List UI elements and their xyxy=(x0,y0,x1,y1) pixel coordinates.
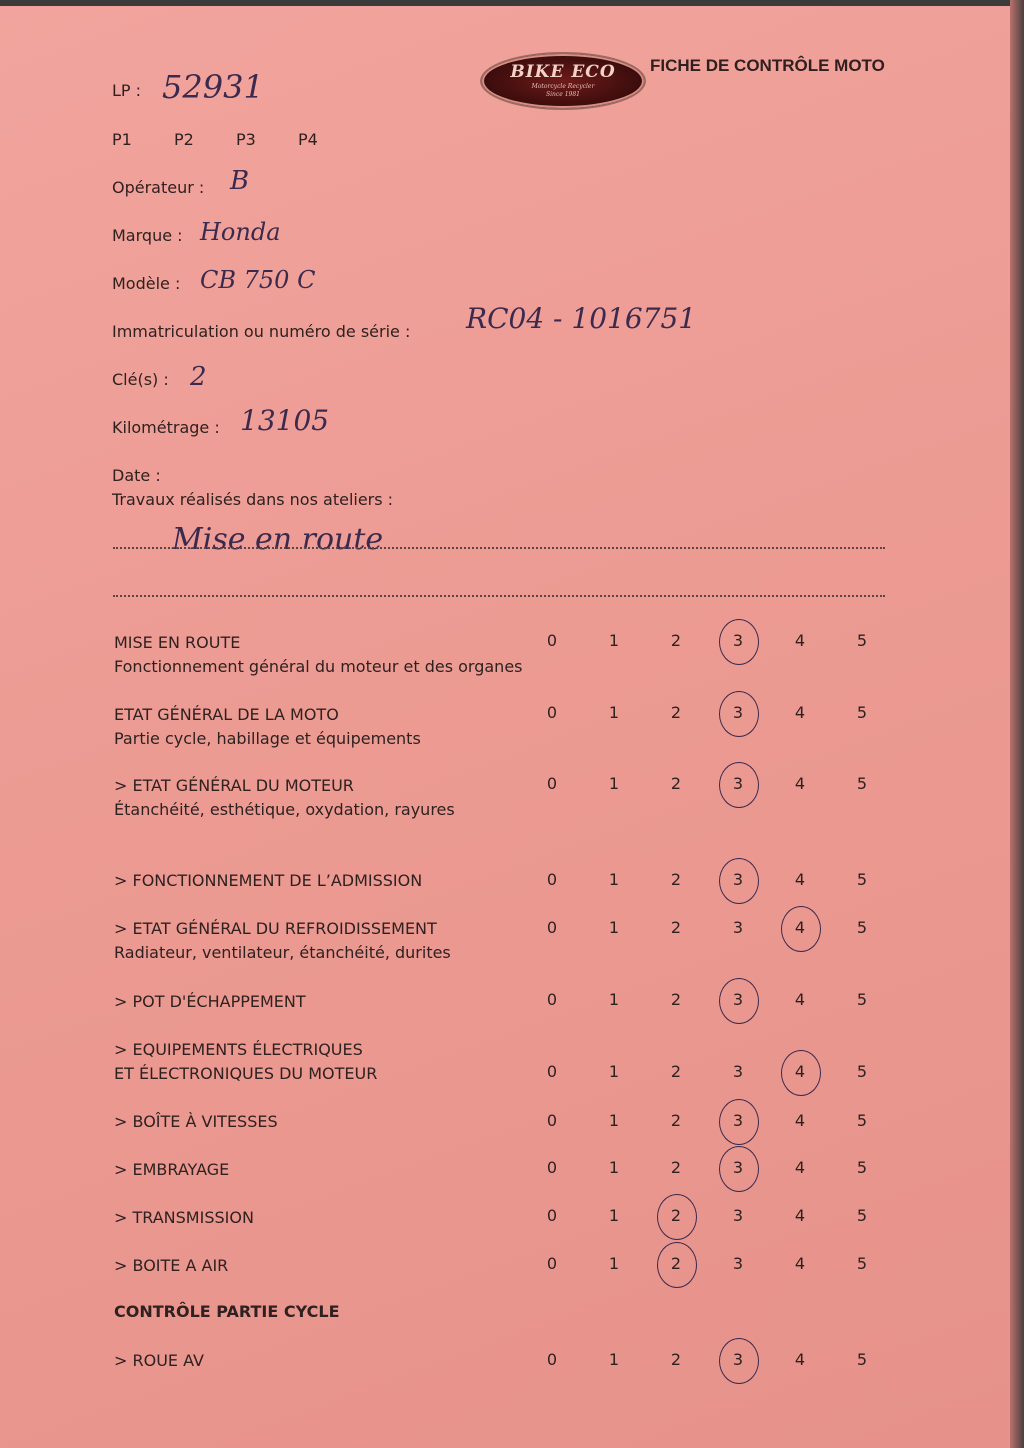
score-option[interactable]: 0 xyxy=(546,774,558,793)
section-title: MISE EN ROUTE xyxy=(114,633,241,652)
score-option[interactable]: 2 xyxy=(670,1350,682,1369)
score-option[interactable]: 5 xyxy=(856,1206,868,1225)
score-option[interactable]: 0 xyxy=(546,1254,558,1273)
score-option[interactable]: 5 xyxy=(856,918,868,937)
logo-text: BIKE ECO xyxy=(510,62,616,82)
section-title: > FONCTIONNEMENT DE L’ADMISSION xyxy=(114,871,423,890)
selected-score-circle xyxy=(657,1194,697,1240)
position-p4: P4 xyxy=(298,130,318,149)
score-option[interactable]: 1 xyxy=(608,1158,620,1177)
score-option[interactable]: 5 xyxy=(856,1158,868,1177)
score-option[interactable]: 4 xyxy=(794,1062,806,1081)
section-title: > BOÎTE À VITESSES xyxy=(114,1112,278,1131)
score-option[interactable]: 2 xyxy=(670,703,682,722)
score-option[interactable]: 3 xyxy=(732,1158,744,1177)
section-title: > EQUIPEMENTS ÉLECTRIQUES xyxy=(114,1040,363,1059)
modele-value: CB 750 C xyxy=(200,266,316,294)
operateur-label: Opérateur : xyxy=(112,178,205,197)
score-option[interactable]: 2 xyxy=(670,1062,682,1081)
score-option[interactable]: 3 xyxy=(732,990,744,1009)
score-option[interactable]: 5 xyxy=(856,1350,868,1369)
section-title: ETAT GÉNÉRAL DE LA MOTO xyxy=(114,705,339,724)
score-option[interactable]: 4 xyxy=(794,774,806,793)
score-option[interactable]: 5 xyxy=(856,1062,868,1081)
photo-background-edge xyxy=(1010,0,1024,1448)
sheet-title: FICHE DE CONTRÔLE MOTO xyxy=(650,56,885,75)
selected-score-circle xyxy=(719,858,759,904)
dotted-line-2 xyxy=(113,595,885,597)
score-option[interactable]: 4 xyxy=(794,703,806,722)
section-subtitle: Étanchéité, esthétique, oxydation, rayures xyxy=(114,800,455,819)
score-option[interactable]: 4 xyxy=(794,1206,806,1225)
travaux-value: Mise en route xyxy=(172,522,384,557)
selected-score-circle xyxy=(657,1242,697,1288)
lp-label: LP : xyxy=(112,81,142,100)
score-option[interactable]: 2 xyxy=(670,1158,682,1177)
score-option[interactable]: 1 xyxy=(608,1062,620,1081)
bike-eco-logo xyxy=(480,52,646,110)
selected-score-circle xyxy=(719,1338,759,1384)
score-option[interactable]: 3 xyxy=(732,918,744,937)
section-title: > TRANSMISSION xyxy=(114,1208,254,1227)
kilometrage-label: Kilométrage : xyxy=(112,418,220,437)
score-option[interactable]: 1 xyxy=(608,1254,620,1273)
score-option[interactable]: 1 xyxy=(608,703,620,722)
operateur-value: B xyxy=(230,166,250,196)
score-option[interactable]: 5 xyxy=(856,990,868,1009)
selected-score-circle xyxy=(781,1050,821,1096)
selected-score-circle xyxy=(719,619,759,665)
score-option[interactable]: 1 xyxy=(608,918,620,937)
score-option[interactable]: 0 xyxy=(546,1062,558,1081)
section-subtitle: ET ÉLECTRONIQUES DU MOTEUR xyxy=(114,1064,378,1083)
selected-score-circle xyxy=(719,1146,759,1192)
position-p1: P1 xyxy=(112,130,132,149)
logo-subtitle: Motorcycle Recycler xyxy=(531,83,595,90)
score-option[interactable]: 2 xyxy=(670,990,682,1009)
score-option[interactable]: 0 xyxy=(546,918,558,937)
selected-score-circle xyxy=(719,978,759,1024)
score-option[interactable]: 2 xyxy=(670,1254,682,1273)
score-option[interactable]: 4 xyxy=(794,631,806,650)
score-option[interactable]: 4 xyxy=(794,1350,806,1369)
cles-value: 2 xyxy=(190,362,207,392)
score-option[interactable]: 0 xyxy=(546,1111,558,1130)
kilometrage-value: 13105 xyxy=(240,404,330,437)
score-option[interactable]: 3 xyxy=(732,703,744,722)
score-option[interactable]: 5 xyxy=(856,1254,868,1273)
score-option[interactable]: 3 xyxy=(732,1062,744,1081)
score-option[interactable]: 1 xyxy=(608,870,620,889)
score-option[interactable]: 5 xyxy=(856,703,868,722)
section-title: > ROUE AV xyxy=(114,1351,204,1370)
section-title: > ETAT GÉNÉRAL DU REFROIDISSEMENT xyxy=(114,919,437,938)
score-option[interactable]: 3 xyxy=(732,631,744,650)
score-option[interactable]: 3 xyxy=(732,1350,744,1369)
modele-label: Modèle : xyxy=(112,274,181,293)
score-option[interactable]: 3 xyxy=(732,1254,744,1273)
score-option[interactable]: 4 xyxy=(794,918,806,937)
date-label: Date : xyxy=(112,466,161,485)
logo-since: Since 1981 xyxy=(546,91,580,98)
score-option[interactable]: 2 xyxy=(670,918,682,937)
score-option[interactable]: 4 xyxy=(794,1111,806,1130)
selected-score-circle xyxy=(719,691,759,737)
score-option[interactable]: 5 xyxy=(856,870,868,889)
section-subtitle: Fonctionnement général du moteur et des organes xyxy=(114,657,523,676)
score-option[interactable]: 0 xyxy=(546,990,558,1009)
score-option[interactable]: 2 xyxy=(670,1111,682,1130)
position-p2: P2 xyxy=(174,130,194,149)
score-option[interactable]: 5 xyxy=(856,774,868,793)
selected-score-circle xyxy=(719,1099,759,1145)
immatriculation-value: RC04 - 1016751 xyxy=(466,302,697,335)
score-option[interactable]: 0 xyxy=(546,870,558,889)
score-option[interactable]: 2 xyxy=(670,870,682,889)
score-option[interactable]: 3 xyxy=(732,870,744,889)
score-option[interactable]: 1 xyxy=(608,1111,620,1130)
score-option[interactable]: 3 xyxy=(732,774,744,793)
score-option[interactable]: 4 xyxy=(794,1254,806,1273)
position-p3: P3 xyxy=(236,130,256,149)
section-title: > EMBRAYAGE xyxy=(114,1160,230,1179)
score-option[interactable]: 0 xyxy=(546,1206,558,1225)
score-option[interactable]: 5 xyxy=(856,1111,868,1130)
section-subtitle: Partie cycle, habillage et équipements xyxy=(114,729,421,748)
score-option[interactable]: 0 xyxy=(546,631,558,650)
score-option[interactable]: 0 xyxy=(546,1158,558,1177)
section-title: CONTRÔLE PARTIE CYCLE xyxy=(114,1302,340,1321)
selected-score-circle xyxy=(781,906,821,952)
dotted-line-1 xyxy=(113,547,885,549)
score-option[interactable]: 1 xyxy=(608,631,620,650)
score-option[interactable]: 3 xyxy=(732,1111,744,1130)
section-title: > BOITE A AIR xyxy=(114,1256,229,1275)
lp-value: 52931 xyxy=(162,68,264,106)
score-option[interactable]: 3 xyxy=(732,1206,744,1225)
score-option[interactable]: 2 xyxy=(670,1206,682,1225)
score-option[interactable]: 4 xyxy=(794,990,806,1009)
cles-label: Clé(s) : xyxy=(112,370,169,389)
score-option[interactable]: 1 xyxy=(608,1350,620,1369)
score-option[interactable]: 2 xyxy=(670,774,682,793)
score-option[interactable]: 0 xyxy=(546,1350,558,1369)
score-option[interactable]: 2 xyxy=(670,631,682,650)
marque-value: Honda xyxy=(200,218,281,246)
control-sheet xyxy=(0,6,1010,1448)
travaux-label: Travaux réalisés dans nos ateliers : xyxy=(112,490,394,509)
score-option[interactable]: 4 xyxy=(794,870,806,889)
score-option[interactable]: 1 xyxy=(608,1206,620,1225)
score-option[interactable]: 5 xyxy=(856,631,868,650)
score-option[interactable]: 1 xyxy=(608,774,620,793)
section-subtitle: Radiateur, ventilateur, étanchéité, durites xyxy=(114,943,451,962)
section-title: > ETAT GÉNÉRAL DU MOTEUR xyxy=(114,776,354,795)
marque-label: Marque : xyxy=(112,226,183,245)
score-option[interactable]: 4 xyxy=(794,1158,806,1177)
score-option[interactable]: 0 xyxy=(546,703,558,722)
selected-score-circle xyxy=(719,762,759,808)
score-option[interactable]: 1 xyxy=(608,990,620,1009)
section-title: > POT D'ÉCHAPPEMENT xyxy=(114,992,306,1011)
immatriculation-label: Immatriculation ou numéro de série : xyxy=(112,322,411,341)
